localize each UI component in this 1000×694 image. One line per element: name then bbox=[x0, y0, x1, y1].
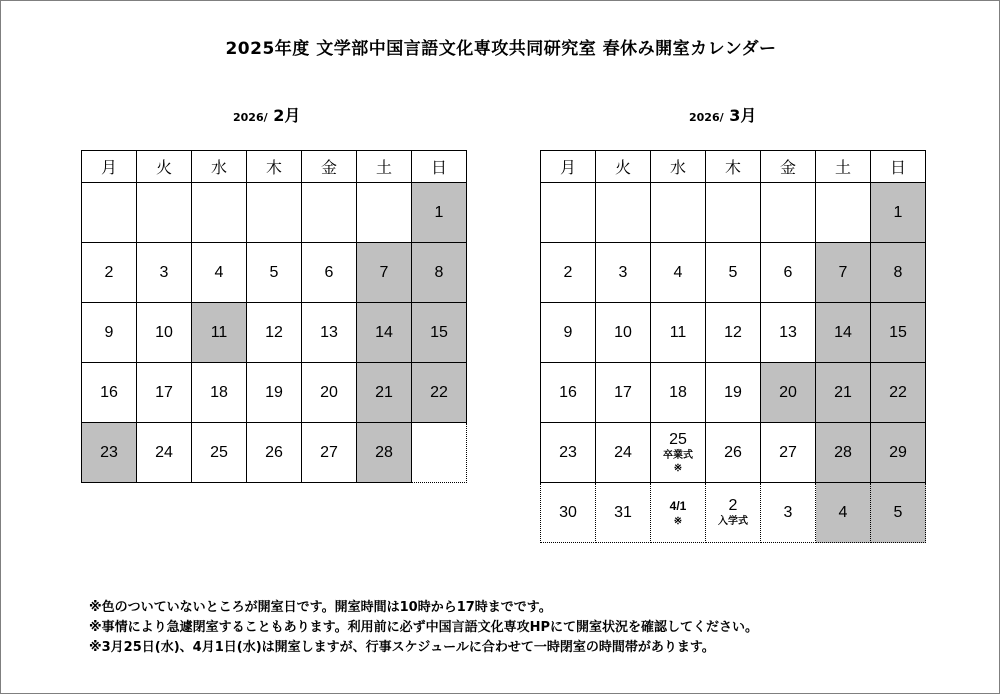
day-cell bbox=[596, 303, 651, 363]
day-note: 入学式 bbox=[718, 516, 748, 527]
weekday-header: 金 bbox=[302, 151, 357, 183]
week-row bbox=[541, 183, 926, 243]
day-cell bbox=[137, 363, 192, 423]
day-cell bbox=[302, 363, 357, 423]
empty-cell bbox=[706, 183, 761, 243]
day-number: 1 bbox=[434, 203, 444, 221]
day-note: 卒業式 bbox=[663, 449, 693, 461]
weekday-header: 火 bbox=[596, 151, 651, 183]
day-number: 10 bbox=[155, 323, 173, 341]
day-number: 3 bbox=[159, 263, 169, 281]
day-number: 23 bbox=[559, 443, 577, 461]
day-number: 7 bbox=[379, 263, 389, 281]
day-number: 27 bbox=[320, 443, 338, 461]
weekday-header: 金 bbox=[761, 151, 816, 183]
day-number: 10 bbox=[614, 323, 632, 341]
day-number: 20 bbox=[320, 383, 338, 401]
weekday-header: 水 bbox=[651, 151, 706, 183]
empty-cell bbox=[651, 183, 706, 243]
day-cell bbox=[706, 243, 761, 303]
day-number: 2 bbox=[563, 263, 573, 281]
day-cell bbox=[541, 423, 596, 483]
day-cell bbox=[137, 303, 192, 363]
day-cell bbox=[82, 423, 137, 483]
day-number: 20 bbox=[779, 383, 797, 401]
day-cell bbox=[541, 303, 596, 363]
week-row bbox=[541, 423, 926, 483]
footer-note-3: ※3月25日(水)、4月1日(水)は開室しますが、行事スケジュールに合わせて一時閉室の時間帯があります。 bbox=[89, 640, 715, 655]
day-number: 21 bbox=[834, 383, 852, 401]
day-number: 13 bbox=[779, 323, 797, 341]
day-number: 15 bbox=[889, 323, 907, 341]
day-number: 24 bbox=[155, 443, 173, 461]
february-year: 2026/ bbox=[233, 111, 268, 124]
day-cell bbox=[302, 243, 357, 303]
day-number: 12 bbox=[724, 323, 742, 341]
day-cell bbox=[816, 303, 871, 363]
day-cell bbox=[816, 243, 871, 303]
empty-cell bbox=[357, 183, 412, 243]
day-cell bbox=[137, 423, 192, 483]
day-cell bbox=[651, 303, 706, 363]
day-number: 15 bbox=[430, 323, 448, 341]
day-number: 25 bbox=[669, 430, 687, 448]
day-number: 9 bbox=[563, 323, 573, 341]
week-row bbox=[541, 303, 926, 363]
day-cell bbox=[651, 243, 706, 303]
day-cell bbox=[541, 363, 596, 423]
day-cell bbox=[192, 243, 247, 303]
day-cell bbox=[412, 303, 467, 363]
day-number: 14 bbox=[375, 323, 393, 341]
weekday-header: 木 bbox=[247, 151, 302, 183]
week-row bbox=[82, 183, 467, 243]
day-cell bbox=[82, 363, 137, 423]
footer-note-2: ※事情により急遽閉室することもあります。利用前に必ず中国言語文化専攻HPにて開室状況を確認してください。 bbox=[89, 620, 759, 635]
day-note: ※ bbox=[673, 516, 683, 527]
day-number: 17 bbox=[614, 383, 632, 401]
day-cell bbox=[412, 243, 467, 303]
day-cell bbox=[871, 183, 926, 243]
day-cell bbox=[651, 483, 706, 543]
day-number: 24 bbox=[614, 443, 632, 461]
day-cell bbox=[412, 363, 467, 423]
weekday-header: 水 bbox=[192, 151, 247, 183]
day-number: 18 bbox=[210, 383, 228, 401]
weekday-header: 日 bbox=[412, 151, 467, 183]
day-cell bbox=[871, 423, 926, 483]
day-cell bbox=[596, 243, 651, 303]
weekday-header: 土 bbox=[357, 151, 412, 183]
day-number: 19 bbox=[724, 383, 742, 401]
day-number: 4/1 bbox=[669, 499, 687, 513]
week-row bbox=[541, 363, 926, 423]
day-cell bbox=[247, 423, 302, 483]
day-number: 26 bbox=[724, 443, 742, 461]
march-year: 2026/ bbox=[689, 111, 724, 124]
day-cell bbox=[816, 363, 871, 423]
day-number: 26 bbox=[265, 443, 283, 461]
day-number: 4 bbox=[838, 503, 848, 521]
day-cell bbox=[192, 423, 247, 483]
weekday-header: 日 bbox=[871, 151, 926, 183]
day-cell bbox=[596, 363, 651, 423]
day-cell bbox=[192, 303, 247, 363]
day-cell bbox=[761, 243, 816, 303]
empty-cell bbox=[412, 423, 467, 483]
day-number: 31 bbox=[614, 503, 632, 521]
empty-cell bbox=[82, 183, 137, 243]
page-title: 2025年度 文学部中国言語文化専攻共同研究室 春休み開室カレンダー bbox=[225, 39, 777, 59]
day-number: 16 bbox=[559, 383, 577, 401]
february-calendar bbox=[81, 150, 467, 483]
empty-cell bbox=[302, 183, 357, 243]
day-number: 16 bbox=[100, 383, 118, 401]
day-cell bbox=[871, 243, 926, 303]
day-cell bbox=[596, 423, 651, 483]
day-cell bbox=[706, 423, 761, 483]
day-number: 2 bbox=[728, 497, 738, 514]
day-cell bbox=[357, 363, 412, 423]
weekday-header: 木 bbox=[706, 151, 761, 183]
day-number: 1 bbox=[893, 203, 903, 221]
day-cell bbox=[302, 303, 357, 363]
march-calendar bbox=[540, 150, 926, 543]
day-number: 14 bbox=[834, 323, 852, 341]
day-cell bbox=[247, 243, 302, 303]
day-number: 5 bbox=[893, 503, 903, 521]
day-number: 29 bbox=[889, 443, 907, 461]
day-number: 28 bbox=[834, 443, 852, 461]
day-number: 7 bbox=[838, 263, 848, 281]
day-number: 5 bbox=[269, 263, 279, 281]
day-cell bbox=[412, 183, 467, 243]
day-cell bbox=[816, 423, 871, 483]
weekday-header-row bbox=[541, 151, 926, 183]
day-cell bbox=[357, 303, 412, 363]
day-cell bbox=[871, 363, 926, 423]
day-number: 11 bbox=[210, 323, 228, 341]
weekday-header: 月 bbox=[541, 151, 596, 183]
day-cell bbox=[302, 423, 357, 483]
day-number: 9 bbox=[104, 323, 114, 341]
day-number: 6 bbox=[324, 263, 334, 281]
empty-cell bbox=[247, 183, 302, 243]
day-number: 18 bbox=[669, 383, 687, 401]
day-cell bbox=[651, 363, 706, 423]
empty-cell bbox=[137, 183, 192, 243]
day-number: 17 bbox=[155, 383, 173, 401]
footer-notes bbox=[89, 598, 758, 658]
weekday-header: 土 bbox=[816, 151, 871, 183]
week-row bbox=[82, 363, 467, 423]
day-cell bbox=[247, 363, 302, 423]
february-heading bbox=[233, 103, 300, 126]
day-cell bbox=[871, 483, 926, 543]
empty-cell bbox=[541, 183, 596, 243]
day-number: 2 bbox=[104, 263, 114, 281]
empty-cell bbox=[192, 183, 247, 243]
day-cell bbox=[761, 423, 816, 483]
day-cell bbox=[82, 303, 137, 363]
footer-note-1: ※色のついていないところが開室日です。開室時間は10時から17時までです。 bbox=[89, 600, 552, 615]
day-number: 27 bbox=[779, 443, 797, 461]
day-cell bbox=[761, 303, 816, 363]
day-cell bbox=[816, 483, 871, 543]
day-number: 21 bbox=[375, 383, 393, 401]
march-heading bbox=[689, 103, 756, 126]
day-number: 13 bbox=[320, 323, 338, 341]
day-number: 4 bbox=[214, 263, 224, 281]
day-number: 19 bbox=[265, 383, 283, 401]
day-cell bbox=[596, 483, 651, 543]
day-cell bbox=[541, 483, 596, 543]
week-row bbox=[82, 423, 467, 483]
day-number: 3 bbox=[618, 263, 628, 281]
day-number: 5 bbox=[728, 263, 738, 281]
day-number: 8 bbox=[893, 263, 903, 281]
day-number: 22 bbox=[889, 383, 907, 401]
day-note: ※ bbox=[673, 462, 683, 474]
day-cell bbox=[82, 243, 137, 303]
week-row bbox=[82, 243, 467, 303]
day-cell bbox=[706, 303, 761, 363]
empty-cell bbox=[596, 183, 651, 243]
day-number: 23 bbox=[100, 443, 118, 461]
weekday-header: 火 bbox=[137, 151, 192, 183]
day-cell bbox=[247, 303, 302, 363]
day-cell bbox=[651, 423, 706, 483]
february-month: 2月 bbox=[273, 106, 301, 125]
day-number: 6 bbox=[783, 263, 793, 281]
day-cell bbox=[357, 423, 412, 483]
day-number: 25 bbox=[210, 443, 228, 461]
weekday-header-row bbox=[82, 151, 467, 183]
day-cell bbox=[871, 303, 926, 363]
week-row bbox=[541, 483, 926, 543]
day-cell bbox=[706, 483, 761, 543]
day-number: 30 bbox=[559, 503, 577, 521]
day-cell bbox=[357, 243, 412, 303]
day-number: 22 bbox=[430, 383, 448, 401]
day-number: 3 bbox=[783, 503, 793, 521]
day-cell bbox=[761, 363, 816, 423]
empty-cell bbox=[761, 183, 816, 243]
day-cell bbox=[192, 363, 247, 423]
weekday-header: 月 bbox=[82, 151, 137, 183]
week-row bbox=[541, 243, 926, 303]
day-number: 11 bbox=[669, 323, 687, 341]
day-number: 12 bbox=[265, 323, 283, 341]
day-number: 8 bbox=[434, 263, 444, 281]
day-cell bbox=[137, 243, 192, 303]
day-cell bbox=[706, 363, 761, 423]
day-cell bbox=[541, 243, 596, 303]
empty-cell bbox=[816, 183, 871, 243]
day-number: 4 bbox=[673, 263, 683, 281]
day-number: 28 bbox=[375, 443, 393, 461]
day-cell bbox=[761, 483, 816, 543]
week-row bbox=[82, 303, 467, 363]
march-month: 3月 bbox=[729, 106, 757, 125]
